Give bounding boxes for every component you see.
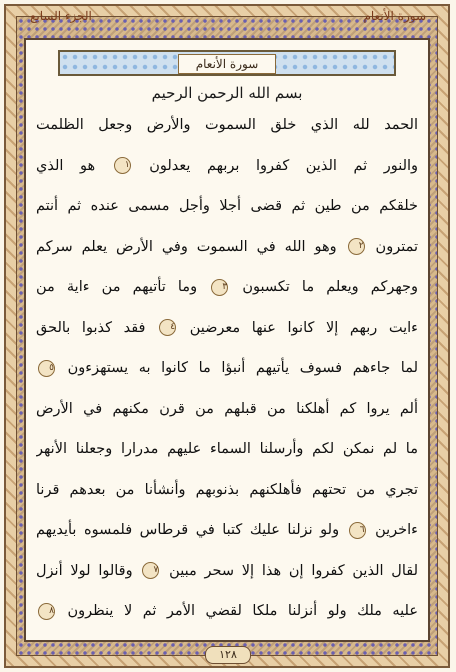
verse-text: ما لم نمكن لكم وأرسلنا السماء عليهم مدرارا وجعلنا الأنهر <box>36 441 418 457</box>
verse-line <box>36 517 418 543</box>
verse-text: هو الذي <box>36 157 96 174</box>
page-number: ١٢٨ <box>205 646 251 664</box>
verse-number-marker: ٨ <box>38 603 55 620</box>
verse-number-marker: ٣ <box>211 279 228 296</box>
verse-line <box>36 315 418 341</box>
verse-number-marker: ٤ <box>159 319 176 336</box>
verse-text: تجري من تحتهم فأهلكنهم بذنوبهم وأنشأنا من بعدهم قرنا <box>36 481 418 498</box>
juz-label: الجزء السابع <box>30 9 92 23</box>
verse-number-marker: ٥ <box>38 360 55 377</box>
verse-number-marker: ٦ <box>349 522 366 539</box>
verse-text: ولو نزلنا عليك كتبا في قرطاس فلمسوه بأيديهم <box>36 522 340 538</box>
verse-text: الحمد لله الذي خلق السموت والأرض وجعل الظلمت <box>36 117 418 133</box>
verse-text: وجهركم ويعلم ما تكسبون <box>242 279 418 295</box>
verse-text: وما تأتيهم من ءاية من <box>36 279 198 295</box>
verse-text: ءايت ربهم إلا كانوا عنها معرضين <box>189 319 418 336</box>
surah-banner <box>58 50 396 76</box>
verse-text: ءاخرين <box>375 522 418 538</box>
verse-line <box>36 153 418 179</box>
basmala: بسم الله الرحمن الرحيم <box>151 84 303 102</box>
verse-line <box>36 558 418 584</box>
verse-line <box>36 112 418 138</box>
surah-header-label: سورة الأنعام <box>363 9 426 23</box>
verse-line <box>36 477 418 503</box>
verse-text: ألم يروا كم أهلكنا من قبلهم من قرن مكنهم في الأرض <box>36 400 418 417</box>
verse-text: والنور ثم الذين كفروا بربهم يعدلون <box>149 157 418 174</box>
verse-line <box>36 234 418 260</box>
verse-text: لما جاءهم فسوف يأتيهم أنبؤا ما كانوا به يستهزءون <box>67 360 418 376</box>
surah-title: سورة الأنعام <box>178 54 276 74</box>
verse-text: لقال الذين كفروا إن هذا إلا سحر مبين <box>169 562 418 579</box>
verse-line <box>36 598 418 624</box>
verse-line <box>36 396 418 422</box>
page-header <box>24 8 432 34</box>
verse-line <box>36 193 418 219</box>
verse-text: تمترون <box>375 238 418 255</box>
verse-number-marker: ٢ <box>348 238 365 255</box>
verse-line <box>36 355 418 381</box>
verse-text: وقالوا لولا أنزل <box>36 562 133 579</box>
text-panel <box>24 38 430 642</box>
verse-line <box>36 436 418 462</box>
verse-text: عليه ملك ولو أنزلنا ملكا لقضي الأمر ثم لا ينظرون <box>67 603 418 619</box>
verse-number-marker: ١ <box>114 157 131 174</box>
verse-text: خلقكم من طين ثم قضى أجلا وأجل مسمى عنده ثم أنتم <box>36 198 418 214</box>
verse-number-marker: ٧ <box>142 562 159 579</box>
verse-text: وهو الله في السموت وفي الأرض يعلم سركم <box>36 238 337 255</box>
verse-text: فقد كذبوا بالحق <box>36 319 146 336</box>
verse-line <box>36 274 418 300</box>
